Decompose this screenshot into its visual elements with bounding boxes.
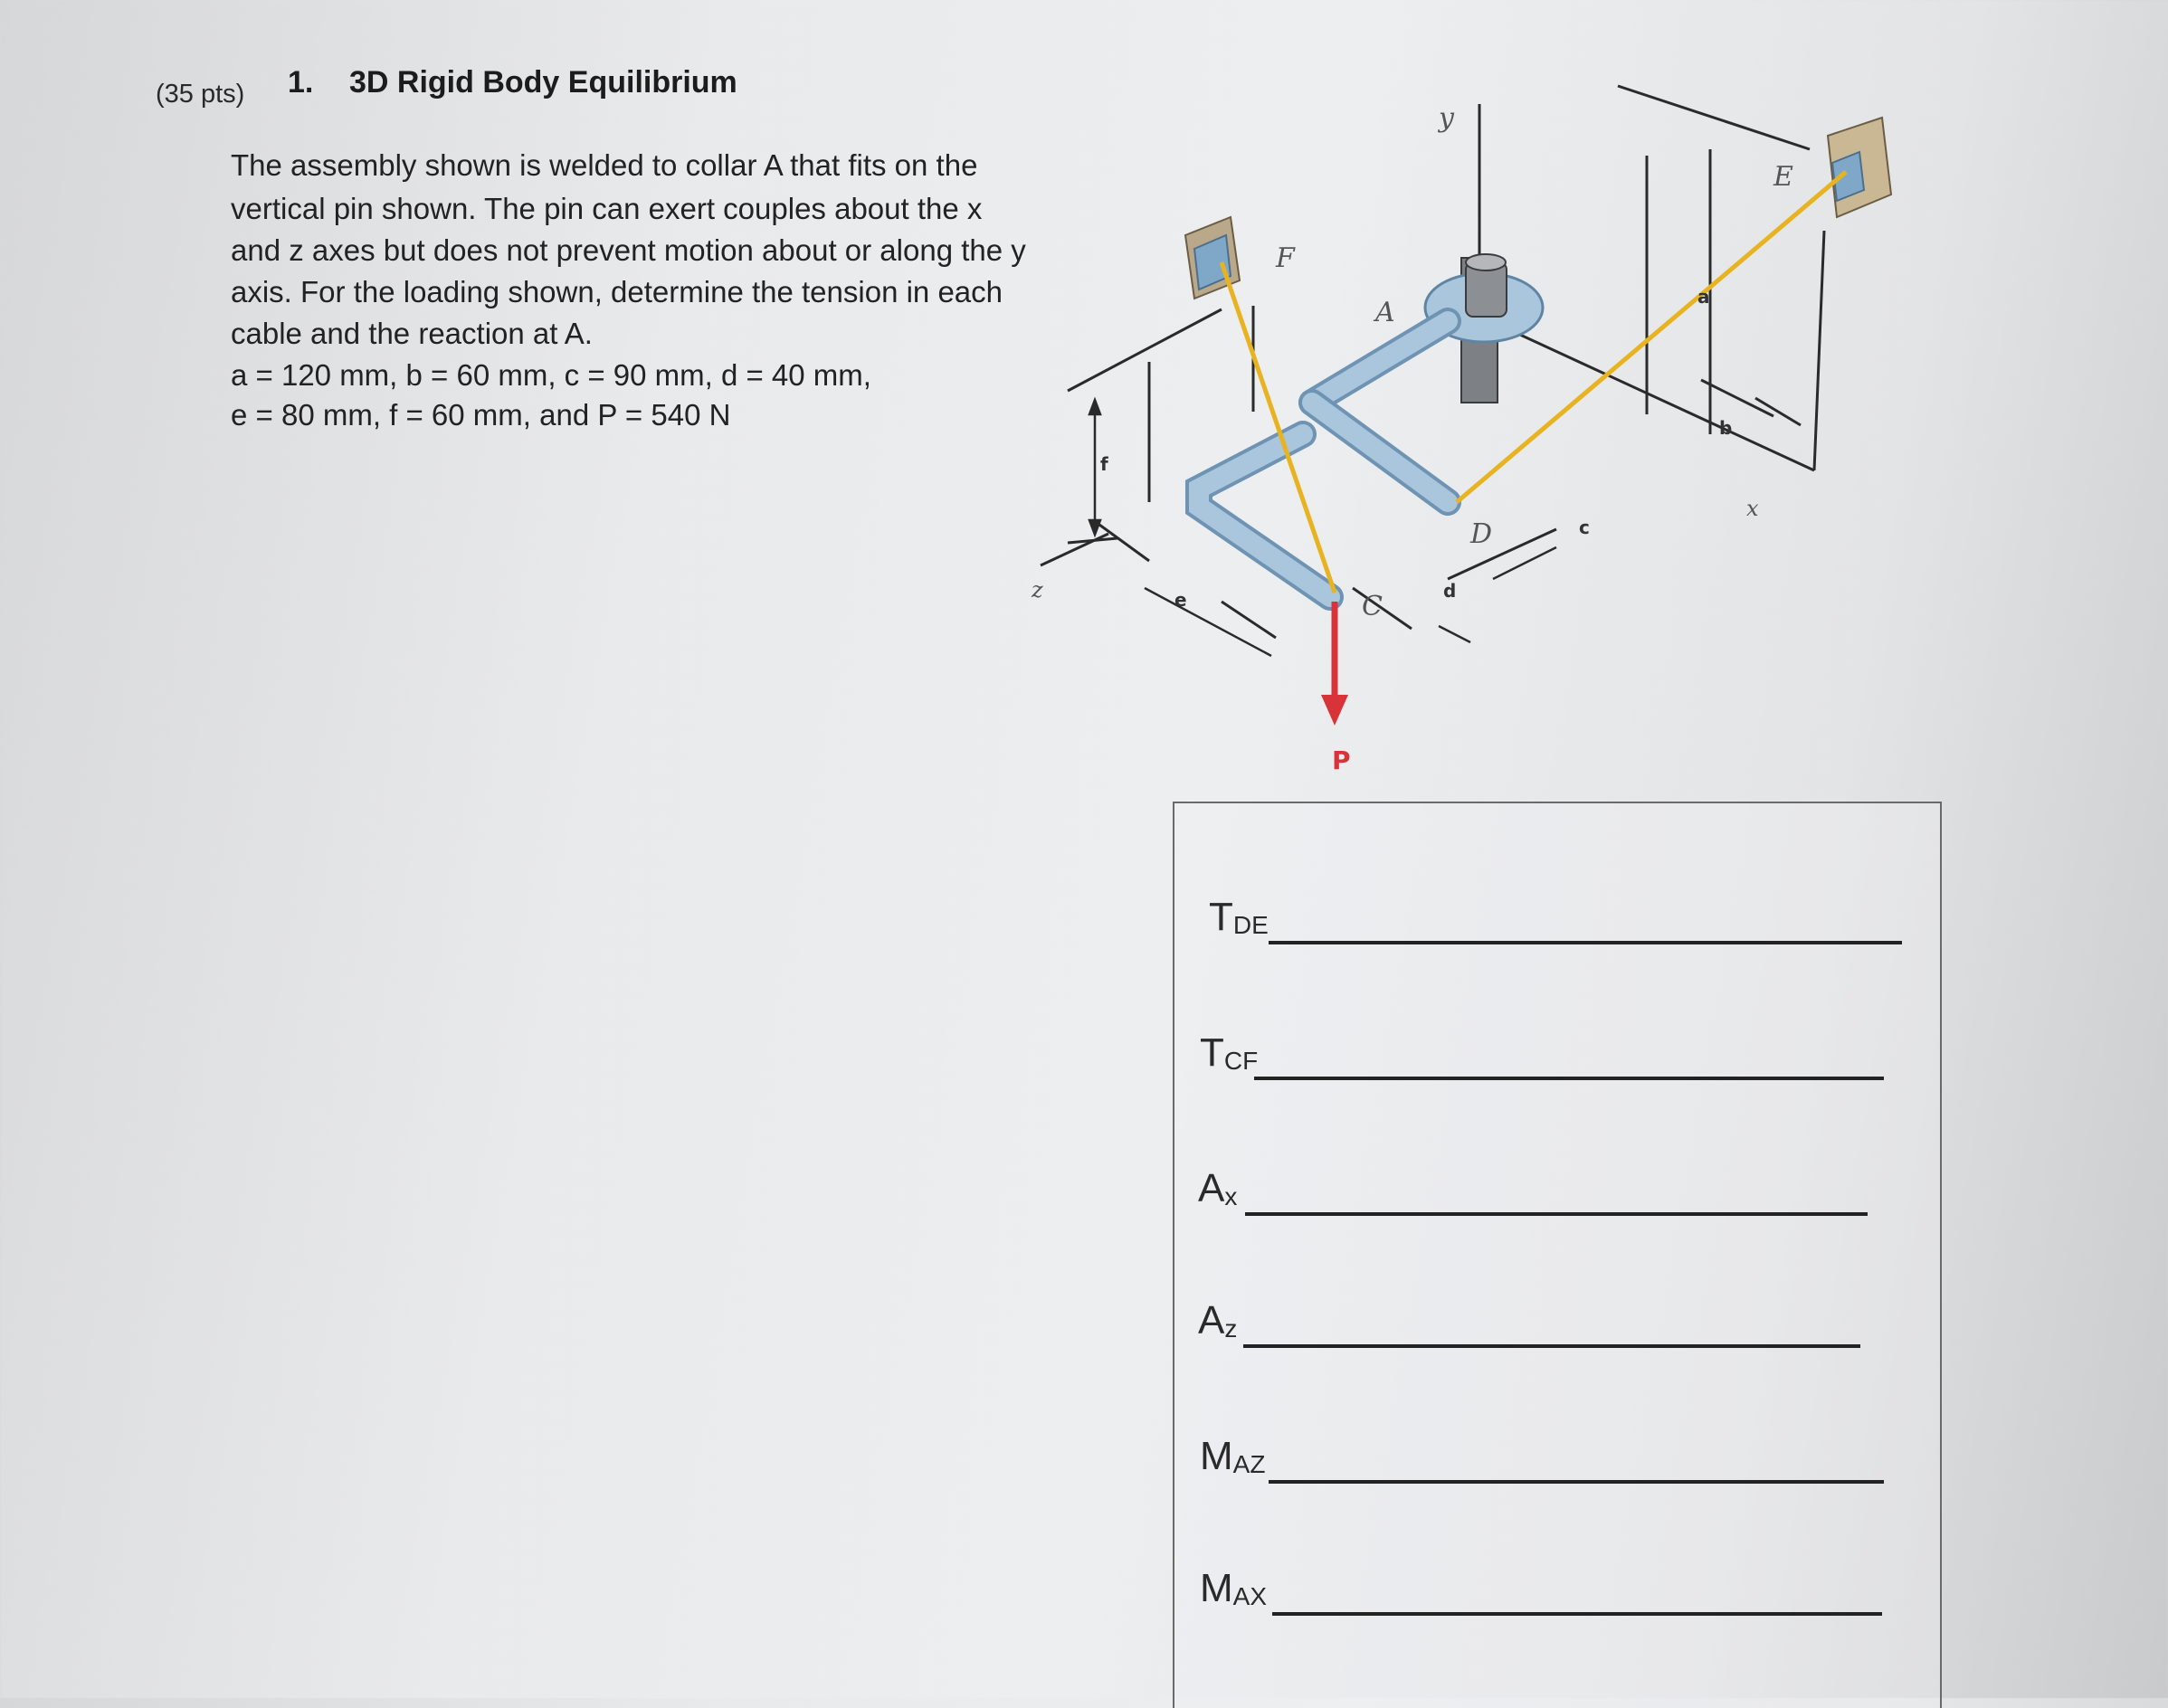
label-z-axis: z (1032, 577, 1043, 603)
problem-line: e = 80 mm, f = 60 mm, and P = 540 N (231, 398, 731, 432)
f-wall-line (1068, 309, 1222, 391)
d-dimension (1493, 547, 1556, 579)
label-a-point: A (1375, 297, 1395, 328)
problem-line: vertical pin shown. The pin can exert couples about the x (231, 192, 983, 225)
answer-line-tde[interactable] (1269, 941, 1902, 944)
f-arrow-bottom (1089, 520, 1100, 535)
answer-row-az (1198, 1298, 1238, 1343)
b-dim-tick (1701, 380, 1773, 416)
label-d-point: D (1470, 518, 1493, 550)
answer-row-maz (1200, 1434, 1266, 1478)
label-e-point: E (1773, 161, 1793, 193)
answer-label: $A_z$ (1198, 1298, 1238, 1343)
answer-line-ax[interactable] (1245, 1212, 1868, 1216)
answer-row-tcf (1200, 1030, 1259, 1075)
label-f-dim: f (1100, 453, 1108, 475)
answer-line-az[interactable] (1243, 1344, 1860, 1348)
label-c-dim: c (1579, 517, 1590, 538)
problem-line: a = 120 mm, b = 60 mm, c = 90 mm, d = 40 mm, (231, 358, 871, 392)
answer-row-ax (1198, 1166, 1238, 1210)
answer-label: $M_{AX}$ (1200, 1566, 1268, 1610)
base-line (1520, 335, 1814, 470)
label-y: y (1439, 102, 1454, 134)
answer-label: $M_{AZ}$ (1200, 1434, 1266, 1478)
label-c-point: C (1362, 591, 1383, 622)
load-p-arrow (1321, 602, 1348, 726)
f-arrow-top (1089, 400, 1100, 414)
vertical-line-x (1814, 231, 1824, 470)
answer-label: $A_x$ (1198, 1166, 1238, 1210)
label-a-dim: a (1697, 286, 1710, 308)
answer-line-tcf[interactable] (1254, 1077, 1884, 1080)
problem-line: cable and the reaction at A. (231, 317, 593, 350)
points-label: (35 pts) (156, 80, 245, 109)
answer-line-max[interactable] (1272, 1612, 1882, 1616)
answer-row-max (1200, 1566, 1268, 1610)
answer-label: $T_{DE}$ (1209, 895, 1269, 939)
question-title: 3D Rigid Body Equilibrium (349, 65, 737, 100)
answer-line-maz[interactable] (1269, 1480, 1884, 1484)
label-b-dim: b (1719, 417, 1733, 439)
question-number: 1. (288, 65, 314, 100)
answer-row-tde (1209, 897, 1269, 938)
answer-box (1173, 802, 1942, 1708)
e-dim-line-1 (1099, 525, 1149, 561)
assembly-figure (1013, 72, 1918, 796)
c-dimension (1439, 626, 1470, 642)
z-axis-line (1041, 534, 1108, 565)
problem-line: and z axes but does not prevent motion about or along the y (231, 233, 1026, 267)
answer-label: $T_{CF}$ (1200, 1030, 1259, 1075)
label-e-dim: e (1174, 589, 1187, 611)
label-x-axis: x (1746, 496, 1759, 521)
label-p-load: P (1332, 745, 1351, 775)
problem-line: axis. For the loading shown, determine the tension in each (231, 275, 1003, 308)
d-dim-line (1448, 529, 1556, 579)
label-f-point: F (1276, 242, 1295, 274)
problem-line: The assembly shown is welded to collar A that fits on the (231, 148, 978, 182)
wall-line-top (1618, 86, 1810, 149)
bracket-e (1828, 118, 1891, 217)
label-d-dim: d (1443, 580, 1457, 602)
